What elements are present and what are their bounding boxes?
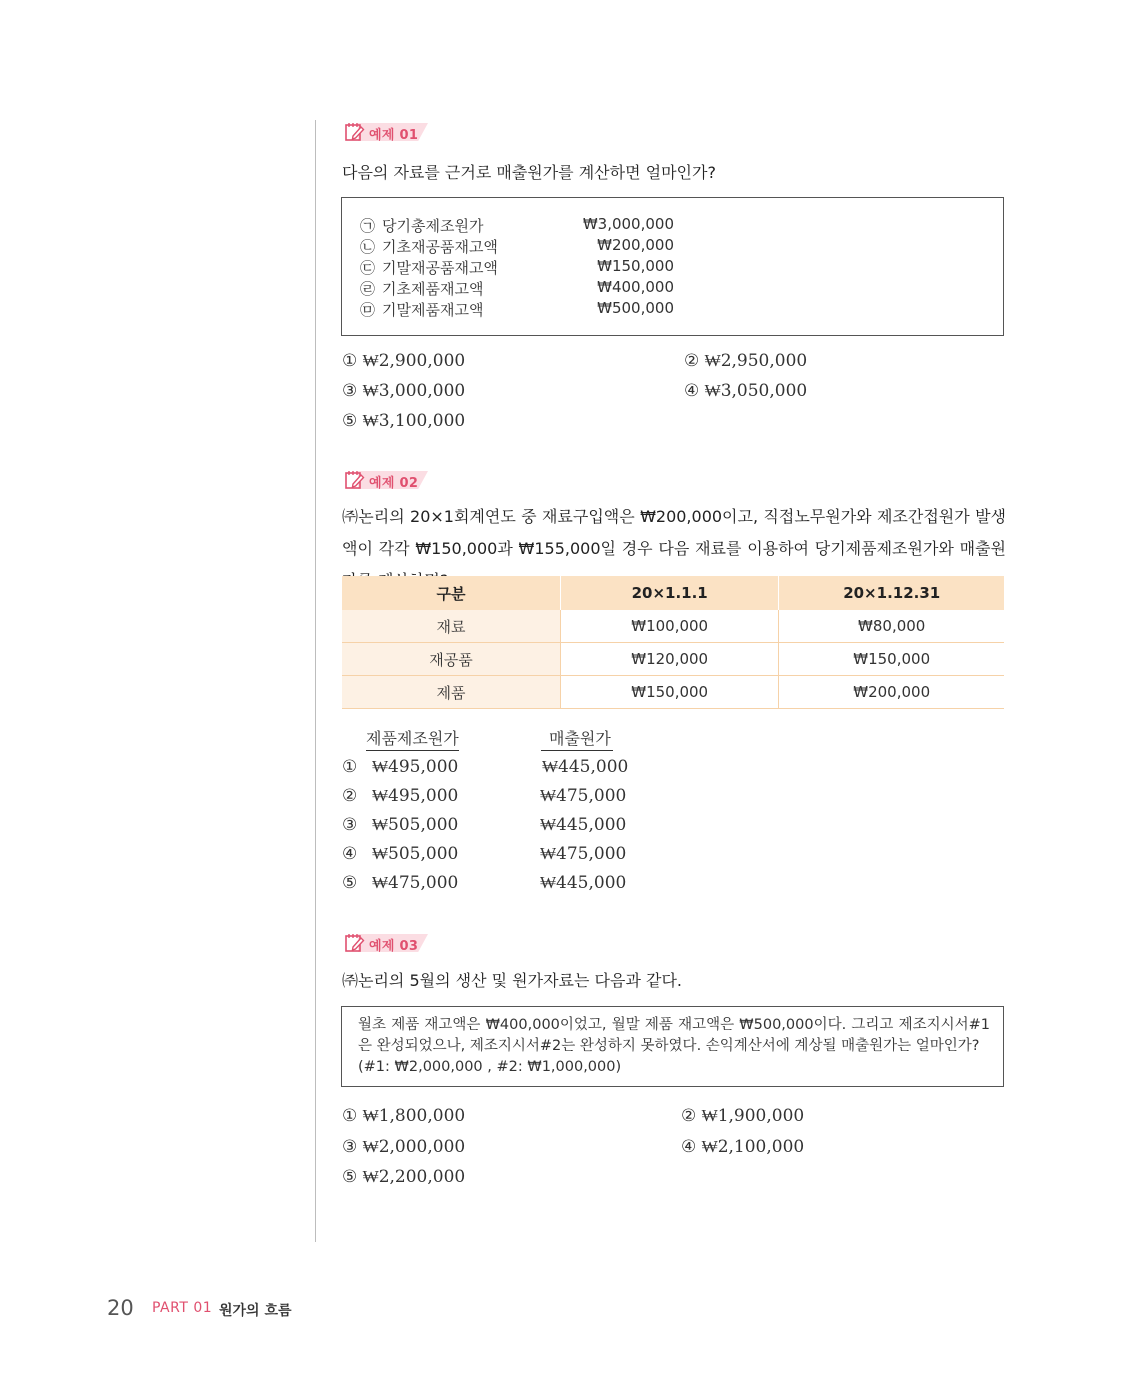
example-3-label: 예제 03 bbox=[369, 939, 419, 954]
example-1-badge bbox=[344, 121, 430, 143]
inventory-table bbox=[342, 576, 1004, 709]
example-2-badge bbox=[344, 469, 430, 491]
example-3-box-note: (#1: ₩2,000,000 , #2: ₩1,000,000) bbox=[358, 1059, 622, 1075]
example-3-given-box bbox=[341, 1006, 1004, 1087]
example-2-question: ㈜논리의 20×1회계연도 중 재료구입액은 ₩200,000이고, 직접노무원가와 제조간접원가 발생액이 각각 ₩150,000과 ₩155,000일 경우 다음 재료를 이용하여 당기제품제조원가와 매출원 bbox=[342, 507, 1006, 558]
table-header: 20×1.1.1 bbox=[560, 576, 778, 610]
example-2-option-3[interactable]: ③ ₩505,000 ₩445,000 bbox=[342, 815, 627, 835]
example-3-question: ㈜논리의 5월의 생산 및 원가자료는 다음과 같다. bbox=[342, 971, 682, 990]
example-1-option-4[interactable]: ④ ₩3,050,000 bbox=[684, 381, 808, 401]
example-3-box-text: 월초 제품 재고액은 ₩400,000이었고, 월말 제품 재고액은 ₩500,000이다. 그리고 제조지시서#1은 완성되었으나, 제조지시서#2는 완성하지 못하였다. 손익계산서에 계상될 매출원가는 얼마인가? bbox=[358, 1017, 990, 1054]
part-label: PART 01 bbox=[152, 1300, 213, 1316]
example-1-question: 다음의 자료를 근거로 매출원가를 계산하면 얼마인가? bbox=[342, 163, 716, 182]
answer-header-cogs: 매출원가 bbox=[541, 726, 613, 751]
table-row: 재공품 ₩120,000 ₩150,000 bbox=[342, 643, 1004, 676]
example-3-option-1[interactable]: ① ₩1,800,000 bbox=[342, 1106, 466, 1126]
example-3-option-4[interactable]: ④ ₩2,100,000 bbox=[681, 1137, 805, 1157]
table-row: 제품 ₩150,000 ₩200,000 bbox=[342, 676, 1004, 709]
table-header: 구분 bbox=[342, 576, 560, 610]
example-2-option-1[interactable]: ① ₩495,000 ₩445,000 bbox=[342, 757, 629, 777]
notepad-pencil-icon bbox=[344, 469, 366, 491]
example-3-option-5[interactable]: ⑤ ₩2,200,000 bbox=[342, 1167, 466, 1187]
table-row: 재료 ₩100,000 ₩80,000 bbox=[342, 610, 1004, 643]
example-2-label: 예제 02 bbox=[369, 476, 419, 491]
answer-header-manufacturing-cost: 제품제조원가 bbox=[366, 726, 459, 751]
example-1-label: 예제 01 bbox=[369, 128, 419, 143]
example-2-option-4[interactable]: ④ ₩505,000 ₩475,000 bbox=[342, 844, 627, 864]
example-2-option-5[interactable]: ⑤ ₩475,000 ₩445,000 bbox=[342, 873, 627, 893]
example-3-option-2[interactable]: ② ₩1,900,000 bbox=[681, 1106, 805, 1126]
example-1-given-box: ㉠ 당기총제조원가 ₩3,000,000 ㉡ 기초재공품재고액 ₩200,000 ㉢ 기말재공품재고액 ₩150,000 ㉣ 기초제품재고액 ₩400,000 ㉤ 기말제품재고액 ₩500,000 bbox=[341, 197, 1004, 336]
page-number: 20 bbox=[107, 1296, 134, 1320]
example-1-option-5[interactable]: ⑤ ₩3,100,000 bbox=[342, 411, 466, 431]
example-3-badge bbox=[344, 932, 430, 954]
example-1-option-3[interactable]: ③ ₩3,000,000 bbox=[342, 381, 466, 401]
margin-rule bbox=[315, 120, 316, 1242]
example-1-option-2[interactable]: ② ₩2,950,000 bbox=[684, 351, 808, 371]
table-header: 20×1.12.31 bbox=[779, 576, 1004, 610]
example-1-option-1[interactable]: ① ₩2,900,000 bbox=[342, 351, 466, 371]
example-3-option-3[interactable]: ③ ₩2,000,000 bbox=[342, 1137, 466, 1157]
notepad-pencil-icon bbox=[344, 932, 366, 954]
table-header-row bbox=[342, 576, 1004, 610]
example-2-option-2[interactable]: ② ₩495,000 ₩475,000 bbox=[342, 786, 627, 806]
chapter-title: 원가의 흐름 bbox=[219, 1303, 292, 1319]
notepad-pencil-icon bbox=[344, 121, 366, 143]
